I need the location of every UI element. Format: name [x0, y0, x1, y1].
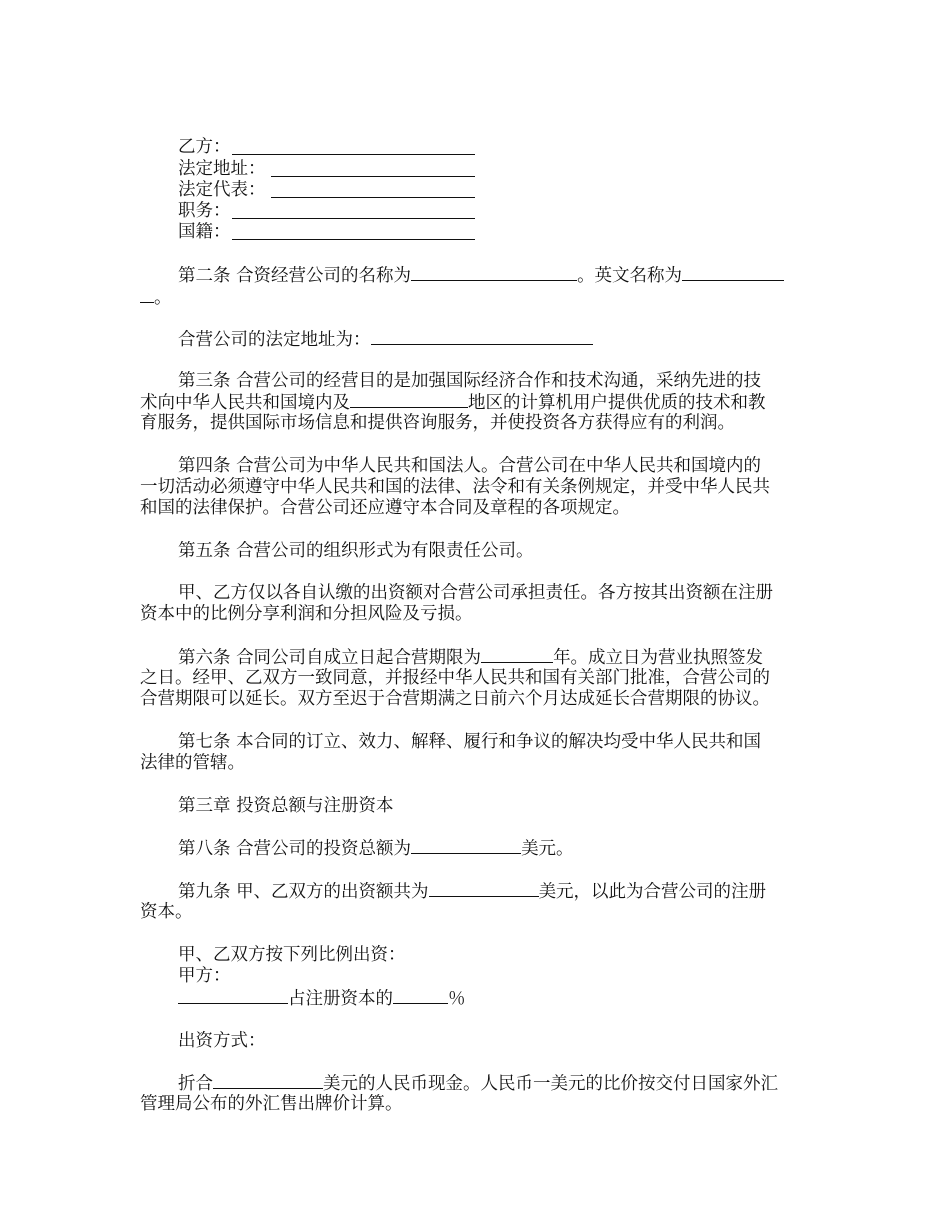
english-name-blank-tail: [140, 286, 154, 303]
liability-line-2: 资本中的比例分享利润和分担风险及亏损。: [140, 604, 473, 624]
party-b-blank: [232, 153, 475, 155]
party-a-amount-blank: [178, 987, 288, 1004]
article-3-text-a: 术向中华人民共和国境内及: [140, 393, 350, 413]
total-investment-blank: [411, 837, 521, 854]
legal-representative-label: 法定代表：: [178, 180, 266, 200]
article-3-line-2: [140, 391, 766, 414]
party-a-percent-blank: [393, 987, 448, 1004]
term-years-blank: [481, 646, 553, 663]
cash-text-b: 美元的人民币现金。人民币一美元的比价按交付日国家外汇: [323, 1074, 778, 1094]
article-7-line-2: 法律的管辖。: [140, 753, 245, 773]
article-2-line-2: [140, 286, 172, 309]
ratio-intro: 甲、乙双方按下列比例出资：: [178, 945, 406, 965]
article-4-line-2: 一切活动必须遵守中华人民共和国的法律、法令和有关条例规定，并受中华人民共: [140, 477, 770, 497]
position-label: 职务：: [178, 201, 231, 221]
article-2-line-1: [178, 264, 784, 287]
liability-line-1: 甲、乙方仅以各自认缴的出资额对合营公司承担责任。各方按其出资额在注册: [178, 583, 773, 603]
legal-representative-blank: [271, 196, 475, 198]
article-8-line: [178, 837, 574, 860]
article-4-line-3: 和国的法律保护。合营公司还应遵守本合同及章程的各项规定。: [140, 498, 630, 518]
article-3-text-b: 地区的计算机用户提供优质的技术和教: [468, 393, 766, 413]
article-6-line-2: 之日。经甲、乙双方一致同意，并报经中华人民共和国有关部门批准，合营公司的: [140, 668, 770, 688]
article-6-text-a: 第六条 合同公司自成立日起合营期限为: [178, 648, 482, 668]
ratio-text: 占注册资本的: [288, 989, 393, 1009]
article-3-line-3: 育服务，提供国际市场信息和提供咨询服务，并使投资各方获得应有的利润。: [140, 413, 735, 433]
nationality-label: 国籍：: [178, 222, 231, 242]
chapter-3-title: 第三章 投资总额与注册资本: [178, 796, 394, 816]
article-9-text-b: 美元，以此为合营公司的注册: [538, 882, 767, 902]
article-7-line-1: 第七条 本合同的订立、效力、解释、履行和争议的解决均受中华人民共和国: [178, 732, 762, 752]
legal-address-blank: [271, 175, 475, 177]
region-blank: [350, 391, 468, 408]
english-name-blank: [682, 264, 784, 281]
article-6-text-b: 年。成立日为营业执照签发: [553, 648, 764, 668]
jv-address-blank: [371, 328, 593, 345]
registered-capital-blank: [429, 880, 539, 897]
article-2-text-b: 。英文名称为: [577, 266, 683, 286]
company-name-blank: [411, 264, 577, 281]
article-9-line-2: 资本。: [140, 902, 193, 922]
nationality-blank: [232, 238, 475, 240]
cash-amount-blank: [213, 1072, 323, 1089]
party-b-label: 乙方：: [178, 137, 231, 157]
legal-address-label: 法定地址：: [178, 159, 266, 179]
percent-sign: ％: [448, 989, 466, 1009]
article-9-line-1: [178, 880, 766, 903]
article-5-line-1: 第五条 合营公司的组织形式为有限责任公司。: [178, 541, 534, 561]
article-6-line-3: 合营期限可以延长。双方至迟于合营期满之日前六个月达成延长合营期限的协议。: [140, 689, 770, 709]
jv-address-label: 合营公司的法定地址为：: [178, 330, 371, 350]
article-3-line-1: 第三条 合营公司的经营目的是加强国际经济合作和技术沟通，采纳先进的技: [178, 371, 762, 391]
article-6-line-1: [178, 646, 763, 669]
contribution-method-title: 出资方式：: [178, 1031, 266, 1051]
article-4-line-1: 第四条 合营公司为中华人民共和国法人。合营公司在中华人民共和国境内的: [178, 456, 762, 476]
party-a-label: 甲方：: [178, 966, 231, 986]
article-9-text-a: 第九条 甲、乙双方的出资额共为: [178, 882, 429, 902]
article-2-text-a: 第二条 合资经营公司的名称为: [178, 266, 412, 286]
party-a-ratio-line: [178, 987, 466, 1010]
article-8-text-a: 第八条 合营公司的投资总额为: [178, 839, 412, 859]
cash-line-2: 管理局公布的外汇售出牌价计算。: [140, 1094, 403, 1114]
article-8-text-b: 美元。: [521, 839, 574, 859]
cash-text-a: 折合: [178, 1074, 213, 1094]
jv-address-line: [178, 328, 593, 351]
position-blank: [232, 217, 475, 219]
cash-line-1: [178, 1072, 778, 1095]
article-2-end: 。: [154, 288, 172, 308]
